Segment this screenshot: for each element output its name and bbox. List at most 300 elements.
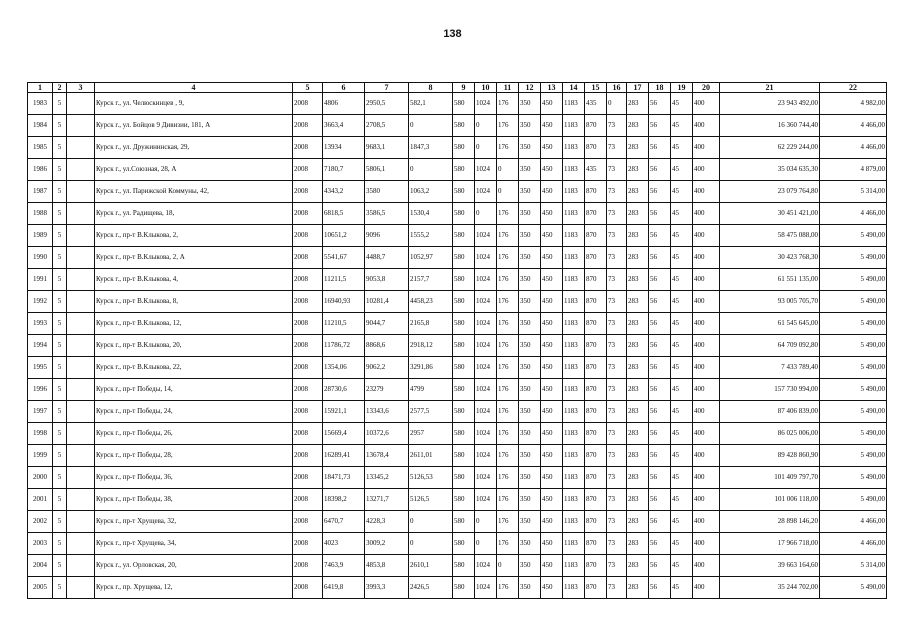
table-row	[28, 335, 887, 357]
table-cell-col-13: 450	[541, 533, 563, 555]
table-cell-col-14: 1183	[563, 225, 585, 247]
table-cell-col-17: 283	[627, 247, 649, 269]
table-cell-col-2: 5	[53, 555, 67, 577]
table-cell-col-9: 580	[453, 357, 475, 379]
table-cell-col-17: 283	[627, 423, 649, 445]
table-cell-col-16: 73	[607, 335, 627, 357]
table-cell-col-3	[67, 291, 95, 313]
table-cell-col-22: 5 314,00	[820, 555, 887, 577]
column-header-12: 12	[519, 83, 541, 93]
table-cell-col-22: 4 879,00	[820, 159, 887, 181]
table-row	[28, 203, 887, 225]
table-cell-col-8: 1052,97	[409, 247, 453, 269]
table-cell-col-8: 0	[409, 115, 453, 137]
table-cell-col-19: 45	[671, 467, 693, 489]
table-cell-col-5: 2008	[293, 577, 323, 599]
table-cell-col-5: 2008	[293, 401, 323, 423]
table-cell-col-22: 5 490,00	[820, 335, 887, 357]
table-cell-col-13: 450	[541, 313, 563, 335]
table-cell-col-1: 1992	[28, 291, 53, 313]
table-cell-col-18: 56	[649, 115, 671, 137]
table-cell-col-3	[67, 269, 95, 291]
table-cell-col-12: 350	[519, 423, 541, 445]
table-cell-col-18: 56	[649, 313, 671, 335]
table-row	[28, 445, 887, 467]
table-cell-col-15: 870	[585, 225, 607, 247]
table-cell-col-19: 45	[671, 335, 693, 357]
table-cell-col-22: 5 490,00	[820, 445, 887, 467]
table-cell-col-17: 283	[627, 291, 649, 313]
table-cell-col-6: 16289,41	[323, 445, 365, 467]
table-cell-col-21: 16 360 744,40	[720, 115, 820, 137]
table-cell-col-10: 0	[475, 137, 497, 159]
table-cell-col-18: 56	[649, 137, 671, 159]
table-cell-col-7: 2708,5	[365, 115, 409, 137]
table-cell-col-21: 23 943 492,00	[720, 93, 820, 115]
table-cell-col-20: 400	[693, 379, 720, 401]
table-cell-col-2: 5	[53, 489, 67, 511]
table-cell-col-21: 39 663 164,60	[720, 555, 820, 577]
table-cell-col-16: 73	[607, 577, 627, 599]
table-cell-col-4: Курск г., пр-т Хрущева, 32,	[95, 511, 293, 533]
table-cell-col-19: 45	[671, 577, 693, 599]
table-cell-col-4: Курск г., пр-т В.Клыкова, 22,	[95, 357, 293, 379]
table-cell-col-1: 2002	[28, 511, 53, 533]
table-cell-col-2: 5	[53, 577, 67, 599]
table-cell-col-10: 1024	[475, 269, 497, 291]
table-cell-col-11: 176	[497, 247, 519, 269]
table-cell-col-1: 1997	[28, 401, 53, 423]
table-cell-col-20: 400	[693, 577, 720, 599]
table-cell-col-9: 580	[453, 159, 475, 181]
table-cell-col-21: 17 966 718,00	[720, 533, 820, 555]
table-cell-col-13: 450	[541, 577, 563, 599]
table-cell-col-19: 45	[671, 225, 693, 247]
table-cell-col-10: 1024	[475, 291, 497, 313]
table-cell-col-19: 45	[671, 489, 693, 511]
table-row	[28, 93, 887, 115]
table-cell-col-7: 4488,7	[365, 247, 409, 269]
table-cell-col-3	[67, 467, 95, 489]
table-cell-col-9: 580	[453, 511, 475, 533]
table-cell-col-4: Курск г., пр-т Победы, 24,	[95, 401, 293, 423]
table-cell-col-6: 28730,6	[323, 379, 365, 401]
table-cell-col-17: 283	[627, 445, 649, 467]
table-cell-col-18: 56	[649, 577, 671, 599]
table-cell-col-8: 2157,7	[409, 269, 453, 291]
table-cell-col-12: 350	[519, 511, 541, 533]
table-cell-col-6: 13934	[323, 137, 365, 159]
table-cell-col-18: 56	[649, 247, 671, 269]
table-cell-col-10: 1024	[475, 423, 497, 445]
table-cell-col-14: 1183	[563, 577, 585, 599]
table-cell-col-17: 283	[627, 93, 649, 115]
table-cell-col-3	[67, 555, 95, 577]
table-cell-col-12: 350	[519, 203, 541, 225]
table-cell-col-4: Курск г., ул. Орловская, 20,	[95, 555, 293, 577]
column-number-header-row	[28, 83, 887, 93]
column-header-17: 17	[627, 83, 649, 93]
table-cell-col-6: 4806	[323, 93, 365, 115]
table-cell-col-10: 1024	[475, 93, 497, 115]
table-cell-col-11: 176	[497, 379, 519, 401]
table-cell-col-9: 580	[453, 313, 475, 335]
table-cell-col-9: 580	[453, 467, 475, 489]
table-cell-col-7: 4228,3	[365, 511, 409, 533]
table-cell-col-6: 11210,5	[323, 313, 365, 335]
table-cell-col-11: 176	[497, 577, 519, 599]
table-cell-col-5: 2008	[293, 137, 323, 159]
table-cell-col-10: 0	[475, 203, 497, 225]
table-cell-col-2: 5	[53, 379, 67, 401]
table-cell-col-7: 9096	[365, 225, 409, 247]
table-cell-col-15: 870	[585, 291, 607, 313]
table-cell-col-7: 10281,4	[365, 291, 409, 313]
table-cell-col-16: 73	[607, 511, 627, 533]
table-cell-col-4: Курск г., пр-т Победы, 36,	[95, 467, 293, 489]
table-cell-col-22: 4 466,00	[820, 533, 887, 555]
table-cell-col-11: 176	[497, 225, 519, 247]
table-cell-col-16: 73	[607, 313, 627, 335]
table-cell-col-19: 45	[671, 445, 693, 467]
table-cell-col-14: 1183	[563, 115, 585, 137]
table-cell-col-2: 5	[53, 225, 67, 247]
table-cell-col-6: 5541,67	[323, 247, 365, 269]
table-cell-col-22: 5 490,00	[820, 577, 887, 599]
table-cell-col-13: 450	[541, 555, 563, 577]
table-cell-col-21: 62 229 244,00	[720, 137, 820, 159]
table-cell-col-21: 61 551 135,00	[720, 269, 820, 291]
table-row	[28, 181, 887, 203]
table-cell-col-9: 580	[453, 555, 475, 577]
table-cell-col-16: 73	[607, 357, 627, 379]
column-header-10: 10	[475, 83, 497, 93]
table-cell-col-3	[67, 379, 95, 401]
table-cell-col-5: 2008	[293, 335, 323, 357]
table-cell-col-18: 56	[649, 181, 671, 203]
table-cell-col-22: 5 490,00	[820, 225, 887, 247]
table-cell-col-6: 4343,2	[323, 181, 365, 203]
table-cell-col-2: 5	[53, 203, 67, 225]
table-cell-col-21: 93 005 705,70	[720, 291, 820, 313]
table-cell-col-16: 73	[607, 379, 627, 401]
table-cell-col-5: 2008	[293, 115, 323, 137]
table-cell-col-15: 870	[585, 137, 607, 159]
table-cell-col-10: 1024	[475, 225, 497, 247]
table-cell-col-16: 73	[607, 115, 627, 137]
table-cell-col-5: 2008	[293, 445, 323, 467]
table-cell-col-5: 2008	[293, 181, 323, 203]
table-cell-col-5: 2008	[293, 489, 323, 511]
table-cell-col-11: 176	[497, 203, 519, 225]
table-cell-col-9: 580	[453, 203, 475, 225]
table-cell-col-21: 30 451 421,00	[720, 203, 820, 225]
table-cell-col-12: 350	[519, 357, 541, 379]
table-cell-col-8: 3291,86	[409, 357, 453, 379]
table-cell-col-21: 86 025 006,00	[720, 423, 820, 445]
table-cell-col-13: 450	[541, 203, 563, 225]
table-cell-col-13: 450	[541, 159, 563, 181]
table-cell-col-20: 400	[693, 357, 720, 379]
table-cell-col-8: 582,1	[409, 93, 453, 115]
table-cell-col-14: 1183	[563, 159, 585, 181]
table-cell-col-6: 7180,7	[323, 159, 365, 181]
table-cell-col-3	[67, 423, 95, 445]
table-cell-col-21: 35 034 635,30	[720, 159, 820, 181]
table-cell-col-18: 56	[649, 533, 671, 555]
table-cell-col-6: 6818,5	[323, 203, 365, 225]
table-cell-col-6: 10651,2	[323, 225, 365, 247]
table-cell-col-17: 283	[627, 357, 649, 379]
table-cell-col-17: 283	[627, 511, 649, 533]
table-cell-col-3	[67, 181, 95, 203]
table-cell-col-2: 5	[53, 467, 67, 489]
table-cell-col-19: 45	[671, 269, 693, 291]
table-cell-col-14: 1183	[563, 247, 585, 269]
column-header-14: 14	[563, 83, 585, 93]
table-cell-col-8: 5126,53	[409, 467, 453, 489]
table-row	[28, 137, 887, 159]
table-cell-col-12: 350	[519, 577, 541, 599]
table-cell-col-17: 283	[627, 533, 649, 555]
table-cell-col-4: Курск г., пр-т В.Клыкова, 2, А	[95, 247, 293, 269]
table-cell-col-5: 2008	[293, 225, 323, 247]
table-cell-col-6: 11211,5	[323, 269, 365, 291]
table-cell-col-8: 2611,01	[409, 445, 453, 467]
table-cell-col-17: 283	[627, 203, 649, 225]
table-cell-col-5: 2008	[293, 467, 323, 489]
table-cell-col-22: 4 466,00	[820, 203, 887, 225]
table-cell-col-19: 45	[671, 379, 693, 401]
table-cell-col-7: 4853,8	[365, 555, 409, 577]
table-cell-col-17: 283	[627, 225, 649, 247]
table-cell-col-11: 176	[497, 291, 519, 313]
table-cell-col-12: 350	[519, 225, 541, 247]
table-cell-col-12: 350	[519, 313, 541, 335]
table-cell-col-2: 5	[53, 445, 67, 467]
table-cell-col-3	[67, 357, 95, 379]
table-cell-col-9: 580	[453, 291, 475, 313]
table-cell-col-11: 176	[497, 93, 519, 115]
table-row	[28, 423, 887, 445]
table-cell-col-11: 176	[497, 269, 519, 291]
table-cell-col-22: 5 490,00	[820, 423, 887, 445]
table-cell-col-22: 4 466,00	[820, 511, 887, 533]
table-cell-col-2: 5	[53, 335, 67, 357]
table-cell-col-11: 176	[497, 115, 519, 137]
table-cell-col-4: Курск г., пр-т Победы, 26,	[95, 423, 293, 445]
table-cell-col-7: 13678,4	[365, 445, 409, 467]
table-cell-col-11: 0	[497, 159, 519, 181]
table-cell-col-13: 450	[541, 467, 563, 489]
table-cell-col-21: 157 730 994,00	[720, 379, 820, 401]
table-cell-col-1: 1994	[28, 335, 53, 357]
table-cell-col-11: 0	[497, 181, 519, 203]
table-cell-col-15: 870	[585, 203, 607, 225]
table-cell-col-18: 56	[649, 379, 671, 401]
table-cell-col-3	[67, 115, 95, 137]
table-row	[28, 291, 887, 313]
table-cell-col-8: 0	[409, 159, 453, 181]
table-cell-col-21: 7 433 789,40	[720, 357, 820, 379]
table-cell-col-15: 870	[585, 423, 607, 445]
table-cell-col-17: 283	[627, 577, 649, 599]
table-cell-col-21: 28 898 146,20	[720, 511, 820, 533]
table-cell-col-15: 870	[585, 379, 607, 401]
table-cell-col-14: 1183	[563, 423, 585, 445]
table-cell-col-13: 450	[541, 335, 563, 357]
table-cell-col-3	[67, 489, 95, 511]
table-cell-col-21: 101 409 797,70	[720, 467, 820, 489]
table-cell-col-13: 450	[541, 115, 563, 137]
table-cell-col-17: 283	[627, 181, 649, 203]
table-cell-col-16: 73	[607, 291, 627, 313]
table-cell-col-10: 1024	[475, 445, 497, 467]
table-cell-col-9: 580	[453, 489, 475, 511]
table-cell-col-20: 400	[693, 269, 720, 291]
table-cell-col-13: 450	[541, 181, 563, 203]
table-cell-col-12: 350	[519, 93, 541, 115]
table-cell-col-3	[67, 203, 95, 225]
table-cell-col-11: 176	[497, 423, 519, 445]
table-cell-col-22: 4 466,00	[820, 115, 887, 137]
table-cell-col-5: 2008	[293, 269, 323, 291]
table-cell-col-4: Курск г., пр-т Хрущева, 34,	[95, 533, 293, 555]
table-cell-col-18: 56	[649, 93, 671, 115]
table-cell-col-4: Курск г., ул.Союзная, 28, А	[95, 159, 293, 181]
table-cell-col-2: 5	[53, 181, 67, 203]
table-cell-col-20: 400	[693, 445, 720, 467]
table-cell-col-1: 1991	[28, 269, 53, 291]
table-cell-col-18: 56	[649, 511, 671, 533]
table-cell-col-9: 580	[453, 225, 475, 247]
table-cell-col-17: 283	[627, 137, 649, 159]
table-cell-col-7: 13345,2	[365, 467, 409, 489]
table-row	[28, 313, 887, 335]
table-cell-col-3	[67, 159, 95, 181]
table-cell-col-5: 2008	[293, 247, 323, 269]
table-row	[28, 555, 887, 577]
table-cell-col-14: 1183	[563, 291, 585, 313]
table-cell-col-7: 3580	[365, 181, 409, 203]
table-row	[28, 357, 887, 379]
table-cell-col-14: 1183	[563, 357, 585, 379]
table-cell-col-6: 6419,8	[323, 577, 365, 599]
table-cell-col-2: 5	[53, 247, 67, 269]
table-cell-col-4: Курск г., пр-т В.Клыкова, 8,	[95, 291, 293, 313]
table-cell-col-4: Курск г., ул. Парижской Коммуны, 42,	[95, 181, 293, 203]
table-cell-col-6: 15921,1	[323, 401, 365, 423]
table-cell-col-16: 73	[607, 445, 627, 467]
table-cell-col-9: 580	[453, 269, 475, 291]
column-header-4: 4	[95, 83, 293, 93]
table-cell-col-2: 5	[53, 313, 67, 335]
table-cell-col-5: 2008	[293, 533, 323, 555]
table-cell-col-11: 176	[497, 335, 519, 357]
table-cell-col-20: 400	[693, 115, 720, 137]
table-cell-col-16: 73	[607, 533, 627, 555]
column-header-5: 5	[293, 83, 323, 93]
table-cell-col-1: 1989	[28, 225, 53, 247]
table-cell-col-19: 45	[671, 357, 693, 379]
table-cell-col-13: 450	[541, 401, 563, 423]
table-cell-col-14: 1183	[563, 555, 585, 577]
table-cell-col-17: 283	[627, 555, 649, 577]
table-cell-col-11: 176	[497, 511, 519, 533]
table-cell-col-20: 400	[693, 291, 720, 313]
table-cell-col-18: 56	[649, 555, 671, 577]
table-row	[28, 511, 887, 533]
table-cell-col-10: 0	[475, 533, 497, 555]
table-body	[28, 93, 887, 599]
table-cell-col-20: 400	[693, 511, 720, 533]
table-cell-col-10: 1024	[475, 401, 497, 423]
table-cell-col-15: 435	[585, 93, 607, 115]
table-cell-col-19: 45	[671, 401, 693, 423]
table-cell-col-17: 283	[627, 467, 649, 489]
table-cell-col-14: 1183	[563, 313, 585, 335]
table-row	[28, 533, 887, 555]
table-cell-col-8: 5126,5	[409, 489, 453, 511]
table-cell-col-8: 1063,2	[409, 181, 453, 203]
table-cell-col-15: 435	[585, 159, 607, 181]
table-cell-col-20: 400	[693, 335, 720, 357]
table-cell-col-15: 870	[585, 445, 607, 467]
table-cell-col-10: 1024	[475, 379, 497, 401]
column-header-11: 11	[497, 83, 519, 93]
table-cell-col-13: 450	[541, 511, 563, 533]
table-cell-col-14: 1183	[563, 467, 585, 489]
table-cell-col-22: 5 490,00	[820, 247, 887, 269]
table-cell-col-19: 45	[671, 247, 693, 269]
table-cell-col-19: 45	[671, 313, 693, 335]
table-cell-col-11: 176	[497, 489, 519, 511]
table-cell-col-19: 45	[671, 533, 693, 555]
table-cell-col-3	[67, 577, 95, 599]
table-cell-col-18: 56	[649, 291, 671, 313]
table-cell-col-1: 2003	[28, 533, 53, 555]
table-cell-col-10: 1024	[475, 313, 497, 335]
table-cell-col-6: 16940,93	[323, 291, 365, 313]
table-cell-col-2: 5	[53, 511, 67, 533]
table-cell-col-7: 5806,1	[365, 159, 409, 181]
column-header-19: 19	[671, 83, 693, 93]
table-cell-col-2: 5	[53, 159, 67, 181]
table-cell-col-16: 73	[607, 225, 627, 247]
table-cell-col-1: 2004	[28, 555, 53, 577]
table-cell-col-2: 5	[53, 115, 67, 137]
page-number: 138	[443, 28, 462, 40]
table-cell-col-15: 870	[585, 533, 607, 555]
table-cell-col-8: 4458,23	[409, 291, 453, 313]
table-cell-col-18: 56	[649, 269, 671, 291]
table-cell-col-4: Курск г., ул. Челюскинцев , 9,	[95, 93, 293, 115]
table-cell-col-4: Курск г., пр-т Победы, 38,	[95, 489, 293, 511]
table-cell-col-16: 73	[607, 181, 627, 203]
table-cell-col-7: 8868,6	[365, 335, 409, 357]
table-row	[28, 225, 887, 247]
table-cell-col-6: 3663,4	[323, 115, 365, 137]
table-cell-col-8: 2610,1	[409, 555, 453, 577]
table-cell-col-18: 56	[649, 225, 671, 247]
table-cell-col-19: 45	[671, 181, 693, 203]
table-cell-col-9: 580	[453, 115, 475, 137]
table-cell-col-1: 1995	[28, 357, 53, 379]
table-cell-col-2: 5	[53, 357, 67, 379]
table-cell-col-5: 2008	[293, 159, 323, 181]
column-header-21: 21	[720, 83, 820, 93]
table-cell-col-20: 400	[693, 533, 720, 555]
